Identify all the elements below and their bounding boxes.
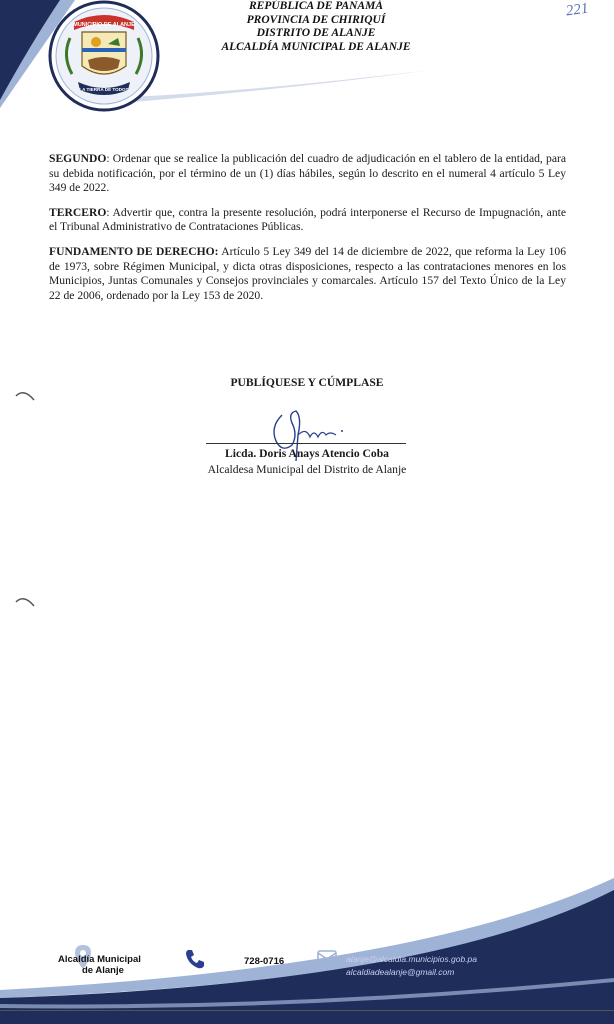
footer-office-line2: de Alanje: [82, 965, 124, 976]
paragraph-label: SEGUNDO: [49, 152, 107, 165]
binder-hole-mark: [14, 594, 36, 608]
resolution-body: [49, 152, 566, 313]
phone-icon: [184, 948, 206, 970]
footer-office-line1: Alcaldía Municipal: [58, 954, 141, 965]
header-line-province: PROVINCIA DE CHIRIQUÍ: [246, 13, 386, 26]
email-icon: [316, 948, 338, 968]
closing-phrase: PUBLÍQUESE Y CÚMPLASE: [230, 376, 384, 389]
document-header: [196, 0, 436, 54]
footer-swoosh: [0, 858, 614, 1024]
paragraph-text: Artículo 5 Ley 349 del 14 de diciembre de 2022, que reforma la Ley 106 de 1973, sobre Régimen Municipal, y dicta otras disposiciones, respecto a las contrataciones menores en los Municipios, Juntas Comunales y Consejos provinciales y comarcales. Artículo 157 del Texto Único de la Ley 22 de 2006, ordenado por la Ley 153 de 2020.: [49, 244, 566, 302]
signer-name: Licda. Doris Anays Atencio Coba: [225, 447, 389, 460]
paragraph-fundamento: [49, 245, 566, 303]
page-bottom-rule: [0, 1010, 614, 1011]
header-line-republic: REPÚBLICA DE PANAMÁ: [249, 0, 383, 12]
footer-email-1: alanje@alcaldia.municipios.gob.pa: [346, 954, 478, 964]
binder-hole-mark: [14, 388, 36, 402]
folio-number: 221: [564, 0, 590, 20]
header-line-district: DISTRITO DE ALANJE: [256, 27, 376, 39]
paragraph-segundo: [49, 152, 566, 196]
municipal-seal-logo: [48, 0, 160, 112]
paragraph-label: FUNDAMENTO DE DERECHO:: [49, 244, 219, 258]
paragraph-text: : Advertir que, contra la presente resolución, podrá interponerse el Recurso de Impugnación, ante el Tribunal Administrativo de Contrataciones Públicas.: [49, 205, 566, 234]
signer-title: Alcaldesa Municipal del Distrito de Alanje: [207, 463, 407, 476]
footer-email-2: alcaldiadealanje@gmail.com: [346, 967, 455, 977]
header-line-office: ALCALDÍA MUNICIPAL DE ALANJE: [221, 40, 411, 53]
paragraph-text: : Ordenar que se realice la publicación del cuadro de adjudicación en el tablero de la entidad, para su debida notificación, por el término de un (1) días hábiles, según lo descrito en el numeral 4 artículo 5 Ley 349 de 2022.: [49, 152, 566, 195]
paragraph-label: TERCERO: [49, 205, 107, 219]
footer-office: [58, 954, 158, 976]
signature-line: [206, 443, 406, 444]
footer-phone: 728-0716: [244, 956, 285, 967]
seal-top-text: MUNICIPIO DE ALANJE: [73, 22, 135, 28]
paragraph-tercero: [49, 206, 566, 235]
seal-bottom-text: LA TIERRA DE TODOS: [79, 87, 129, 92]
